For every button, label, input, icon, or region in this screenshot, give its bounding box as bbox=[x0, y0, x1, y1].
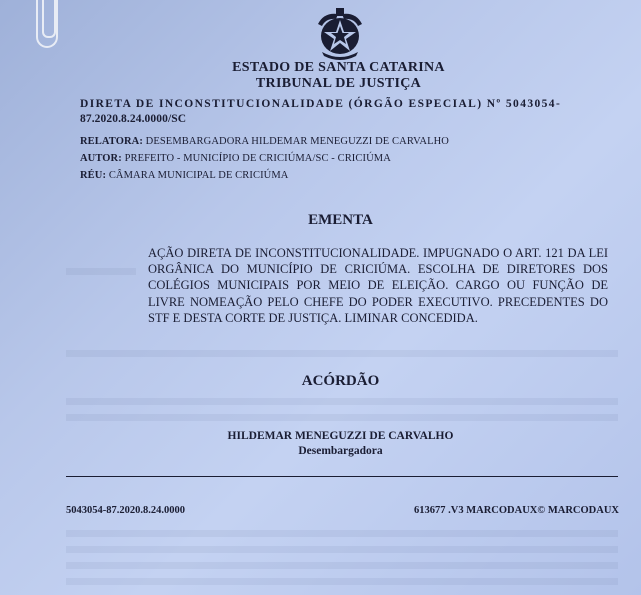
reu-line bbox=[80, 170, 288, 181]
bleed-through-mark bbox=[66, 530, 618, 537]
bleed-through-mark bbox=[66, 268, 136, 275]
signer-role: Desembargadora bbox=[298, 445, 383, 457]
ementa-text: AÇÃO DIRETA DE INCONSTITUCIONALIDADE. IMPUGNADO O ART. 121 DA LEI ORGÂNICA DO MUNICÍPIO DE CRICIÚMA. ESCOLHA DE DIRETORES DOS COLÉGIOS MUNICIPAIS POR MEIO DE ELEIÇÃO. CARGO OU FUNÇÃO DE LIVRE NOMEAÇÃO PELO CHEFE DO PODER EXECUTIVO. PRECEDENTES DO STF E DESTA CORTE DE JUSTIÇA. LIMINAR CONCEDIDA. bbox=[148, 246, 608, 325]
bleed-through-mark bbox=[66, 578, 618, 585]
bleed-through-mark bbox=[66, 414, 618, 421]
bleed-through-mark bbox=[66, 398, 618, 405]
bleed-through-mark bbox=[66, 546, 618, 553]
reu-value: CÂMARA MUNICIPAL DE CRICIÚMA bbox=[108, 170, 289, 181]
autor-value: PREFEITO - MUNICÍPIO DE CRICIÚMA/SC - CRICIÚMA bbox=[124, 153, 391, 164]
footer-process-number: 5043054-87.2020.8.24.0000 bbox=[66, 505, 185, 516]
coat-of-arms-icon bbox=[312, 6, 368, 60]
acordao-title: ACÓRDÃO bbox=[301, 373, 380, 389]
reu-label: RÉU: bbox=[80, 170, 107, 181]
autor-line bbox=[80, 153, 391, 164]
case-type-line-1: DIRETA DE INCONSTITUCIONALIDADE (ÓRGÃO ESPECIAL) Nº 5043054- bbox=[80, 98, 562, 110]
relatora-line bbox=[80, 136, 449, 147]
footer-divider bbox=[66, 476, 618, 477]
relatora-label: RELATORA: bbox=[80, 136, 143, 147]
ementa-title: EMENTA bbox=[308, 212, 373, 228]
autor-label: AUTOR: bbox=[80, 153, 122, 164]
paper-clip-icon bbox=[36, 0, 58, 48]
case-type-line-2: 87.2020.8.24.0000/SC bbox=[80, 113, 187, 125]
court-heading: TRIBUNAL DE JUSTIÇA bbox=[255, 76, 422, 91]
footer-document-id: 613677 .V3 MARCODAUX© MARCODAUX bbox=[414, 505, 619, 516]
bleed-through-mark bbox=[66, 350, 618, 357]
signer-name: HILDEMAR MENEGUZZI DE CARVALHO bbox=[227, 430, 454, 442]
state-heading: ESTADO DE SANTA CATARINA bbox=[232, 60, 445, 75]
bleed-through-mark bbox=[66, 562, 618, 569]
relatora-value: DESEMBARGADORA HILDEMAR MENEGUZZI DE CARVALHO bbox=[145, 136, 449, 147]
